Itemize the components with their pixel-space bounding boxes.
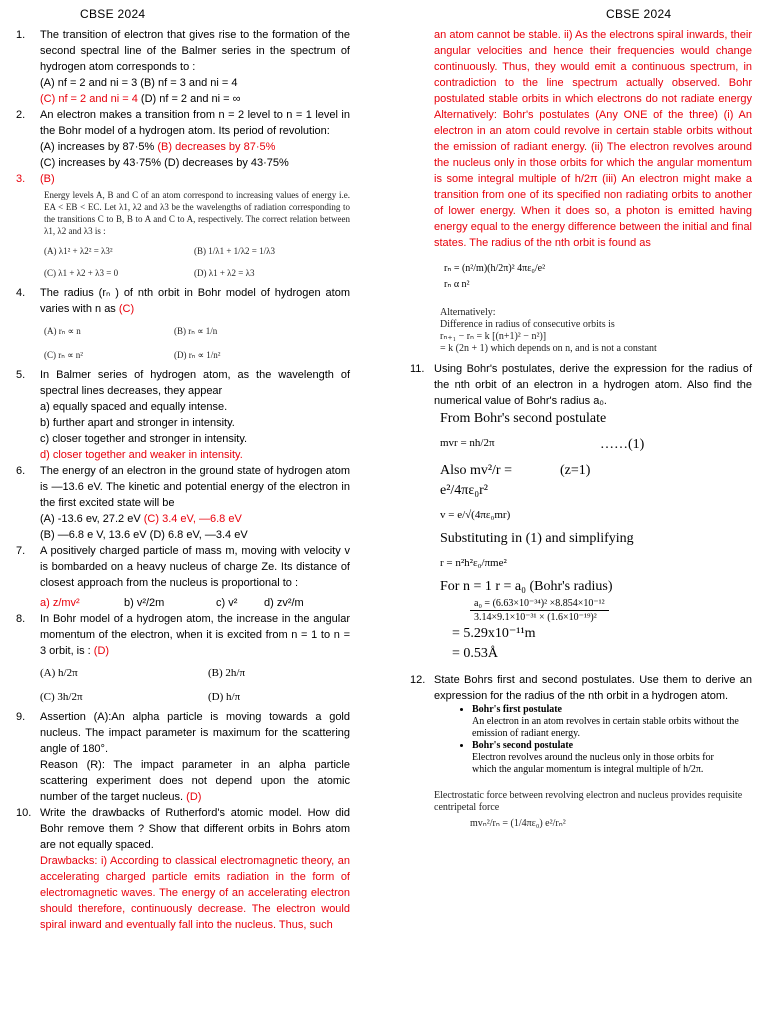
equation: Also mv²/r = e²/4πε₀r²	[440, 463, 512, 498]
question-10	[16, 805, 350, 933]
force-text: Electrostatic force between revolving electron and nucleus provides requisite centripetal force	[434, 790, 743, 813]
question-number: 6.	[16, 465, 26, 477]
answer-highlight: (D)	[93, 645, 110, 657]
answer-highlight: d) closer together and weaker in intensity.	[40, 449, 243, 461]
question-text: In Bohr model of a hydrogen atom, the increase in the angular momentum of the electron, when it is excited from n = 1 to n = 3 orbit, is :	[40, 613, 350, 657]
question-5	[16, 367, 350, 463]
postulate-title: Bohr's second postulate	[472, 740, 574, 751]
question-number: 3.	[16, 173, 26, 185]
alt-line: = k (2n + 1) which depends on n, and is not a constant	[440, 343, 657, 354]
options-line: (C) increases by 43·75% (D) decreases by 43·75%	[40, 157, 289, 169]
question-number: 5.	[16, 369, 26, 381]
option-b: b) v²/2m	[124, 597, 165, 609]
question-text: In Balmer series of hydrogen atom, as the wavelength of spectral lines decreases, they appear	[40, 369, 350, 397]
option-b: (B) rₙ ∝ 1/n	[174, 326, 218, 336]
answer-continued: an atom cannot be stable. ii) As the electrons spiral inwards, their angular velocities and hence their frequencies would change continuously. Thus, they would emit a continuous spectrum, in contradiction to the line spectrum actually observed. Bohr postulated stable orbits in which electrons do not radiate energy Alternatively: Bohr's postulates (Any ONE of the three) (i) An electron in an atom could revolve in certain stable orbits without the emission of radiant energy. (ii) The electron revolves around the nucleus only in those orbits for which the angular momentum is some integral multiple of h/2π (iii) An electron might make a transition from one of its specified non radiating orbits to another of lower energy. When it does so, a photon is emitted having energy equal to the energy difference between the initial and final states. The radius of the nth orbit is found as	[434, 29, 752, 249]
result-line: = 0.53Å	[452, 646, 499, 661]
option-a: (A) λ1² + λ2² = λ3²	[44, 246, 113, 256]
question-3	[16, 171, 350, 187]
answer-highlight: (D)	[186, 791, 202, 803]
options-line: (A) nf = 2 and ni = 3 (B) nf = 3 and ni = 4	[40, 77, 238, 89]
alt-line: Difference in radius of consecutive orbits is	[440, 319, 615, 330]
question-6	[16, 463, 350, 543]
question-text: State Bohrs first and second postulates. Use them to derive an expression for the radius of the nth orbit in a hydrogen atom.	[434, 674, 752, 702]
question-text: Using Bohr's postulates, derive the expression for the radius of the nth orbit of an electron in a hydrogen atom. Also find the numerical value of Bohr's radius a₀.	[434, 363, 752, 407]
alt-line: rₙ₊₁ − rₙ = k [(n+1)² − n²)]	[440, 331, 547, 342]
postulate-title: Bohr's first postulate	[472, 704, 562, 715]
question-number: 12.	[410, 674, 426, 686]
radius-formula	[444, 261, 752, 293]
force-equation: mvₙ²/rₙ = (1/4πε₀) e²/rₙ²	[470, 818, 566, 829]
options-line: (D) nf = 2 and ni = ∞	[137, 93, 241, 105]
option-d: (D) h/π	[208, 691, 241, 703]
postulate-text: which the angular momentum is integral multiple of h/2π.	[472, 764, 704, 775]
postulate-item	[472, 704, 752, 740]
question-text: The radius (rₙ ) of nth orbit in Bohr model of hydrogen atom varies with n as	[40, 287, 350, 315]
question-text: Energy levels A, B and C of an atom correspond to increasing values of energy i.e. EA < EB < EC. Let λ1, λ2 and λ3 be the wavelengths of radiation corresponding to the transitions C to B, B to A and C to A, respectively. The correct relation between λ1, λ2 and λ3 is :	[44, 190, 350, 236]
fraction-denominator: 3.14×9.1×10⁻³¹ × (1.6×10⁻¹⁹)²	[474, 612, 597, 623]
option-c: c) closer together and stronger in intensity.	[40, 433, 248, 445]
option-b: b) further apart and stronger in intensity.	[40, 417, 235, 429]
question-1	[16, 27, 350, 107]
left-column	[16, 27, 350, 933]
question-8	[16, 611, 350, 705]
answer-highlight: a) z/mv²	[40, 597, 80, 609]
options-line: (A) increases by 87·5%	[40, 141, 158, 153]
header-right: CBSE 2024	[606, 7, 672, 21]
question-11-solution	[440, 409, 752, 664]
question-number: 7.	[16, 545, 26, 557]
option-a: (A) h/2π	[40, 667, 78, 679]
question-3-scan	[16, 189, 350, 281]
option-b: (B) 1/λ1 + 1/λ2 = 1/λ3	[194, 246, 275, 256]
equation-tag: (z=1)	[560, 463, 591, 478]
alt-heading: Alternatively:	[440, 307, 496, 318]
question-text: Write the drawbacks of Rutherford's atomic model. How did Bohr remove them ? Show that different orbits in Bohrs atom are not equally spaced.	[40, 807, 350, 851]
assertion-text: Assertion (A):An alpha particle is moving towards a gold nucleus. The impact parameter is maximum for the scattering angle of 180°.	[40, 711, 350, 755]
option-a: (A) rₙ ∝ n	[44, 326, 81, 336]
answer-text: Drawbacks: i) According to classical electromagnetic theory, an accelerating charged particle emits radiation in the form of electromagnetic waves. The energy of an accelerating electron should therefore, continuously decrease. The electron would spiral inward and eventually fall into the nucleus. Thus, such	[40, 855, 350, 931]
rn-equation: rₙ = (n²/m)(h/2π)² 4πε₀/e²	[444, 263, 546, 274]
option-a: a) equally spaced and equally intense.	[40, 401, 228, 413]
solution-line: From Bohr's second postulate	[440, 411, 607, 426]
question-12	[410, 672, 752, 704]
question-2	[16, 107, 350, 171]
question-text: The energy of an electron in the ground state of hydrogen atom is —13.6 eV. The kinetic and potential energy of the electron in the first excited state will be	[40, 465, 350, 509]
alternative-derivation	[440, 307, 752, 355]
rn-proportionality: rₙ α n²	[444, 279, 470, 290]
question-number: 4.	[16, 287, 26, 299]
result-line: = 5.29x10⁻¹¹m	[452, 626, 536, 641]
question-7	[16, 543, 350, 611]
answer-highlight: (C) nf = 2 and ni = 4	[40, 93, 138, 105]
solution-line: For n = 1 r = a₀ (Bohr's radius)	[440, 579, 613, 594]
question-number: 8.	[16, 613, 26, 625]
equation: r = n²h²ε₀/πme²	[440, 557, 507, 569]
question-text: A positively charged particle of mass m, moving with velocity v is bombarded on a heavy nucleus of charge Ze. Its distance of closest approach from the nucleus is proportional to :	[40, 545, 350, 589]
equation: v = e/√(4πε₀mr)	[440, 509, 511, 521]
question-text: An electron makes a transition from n = 2 level to n = 1 level in the Bohr model of a hydrogen atom. Its period of revolution:	[40, 109, 350, 137]
question-4-options	[16, 323, 350, 363]
header-left: CBSE 2024	[80, 7, 146, 21]
option-d: d) zv²/m	[264, 597, 304, 609]
equation: mvr = nh/2π	[440, 437, 495, 449]
answer-highlight: (C)	[118, 303, 135, 315]
question-number: 9.	[16, 711, 26, 723]
equation-tag: ……(1)	[600, 437, 645, 452]
options-line: (A) -13.6 ev, 27.2 eV	[40, 513, 144, 525]
question-number: 10.	[16, 807, 32, 819]
option-c: (C) λ1 + λ2 + λ3 = 0	[44, 268, 119, 278]
question-9	[16, 709, 350, 805]
a0-fraction	[470, 597, 752, 624]
option-b: (B) 2h/π	[208, 667, 246, 679]
answer-highlight: (B) decreases by 87·5%	[157, 141, 276, 153]
question-number: 2.	[16, 109, 26, 121]
fraction-numerator: a₀ = (6.63×10⁻³⁴)² ×8.854×10⁻¹²	[470, 597, 609, 611]
options-line: (B) —6.8 e V, 13.6 eV (D) 6.8 eV, —3.4 eV	[40, 529, 248, 541]
option-c: (C) 3h/2π	[40, 691, 83, 703]
question-number: 11.	[410, 363, 425, 375]
force-balance	[434, 790, 752, 830]
postulate-item	[472, 740, 752, 776]
question-text: The transition of electron that gives rise to the formation of the second spectral line of the Balmer series in the spectrum of hydrogen atom corresponds to :	[40, 29, 350, 73]
postulate-text: Electron revolves around the nucleus only in those orbits for	[472, 752, 714, 763]
option-c: c) v²	[216, 597, 238, 609]
postulate-text: An electron in an atom revolves in certain stable orbits without the emission of radiant energy.	[472, 716, 739, 739]
option-d: (D) λ1 + λ2 = λ3	[194, 268, 255, 278]
question-11	[410, 361, 752, 409]
postulate-list	[434, 704, 752, 776]
question-4	[16, 285, 350, 317]
answer-highlight: (C) 3.4 eV, —6.8 eV	[143, 513, 242, 525]
right-column	[410, 27, 752, 830]
solution-line: Substituting in (1) and simplifying	[440, 531, 634, 546]
reason-text: Reason (R): The impact parameter in an alpha particle scattering experiment does not depend upon the atomic number of the target nucleus.	[40, 759, 350, 803]
question-number: 1.	[16, 29, 26, 41]
option-c: (C) rₙ ∝ n²	[44, 350, 83, 360]
option-d: (D) rₙ ∝ 1/n²	[174, 350, 221, 360]
answer-highlight: (B)	[40, 173, 55, 185]
